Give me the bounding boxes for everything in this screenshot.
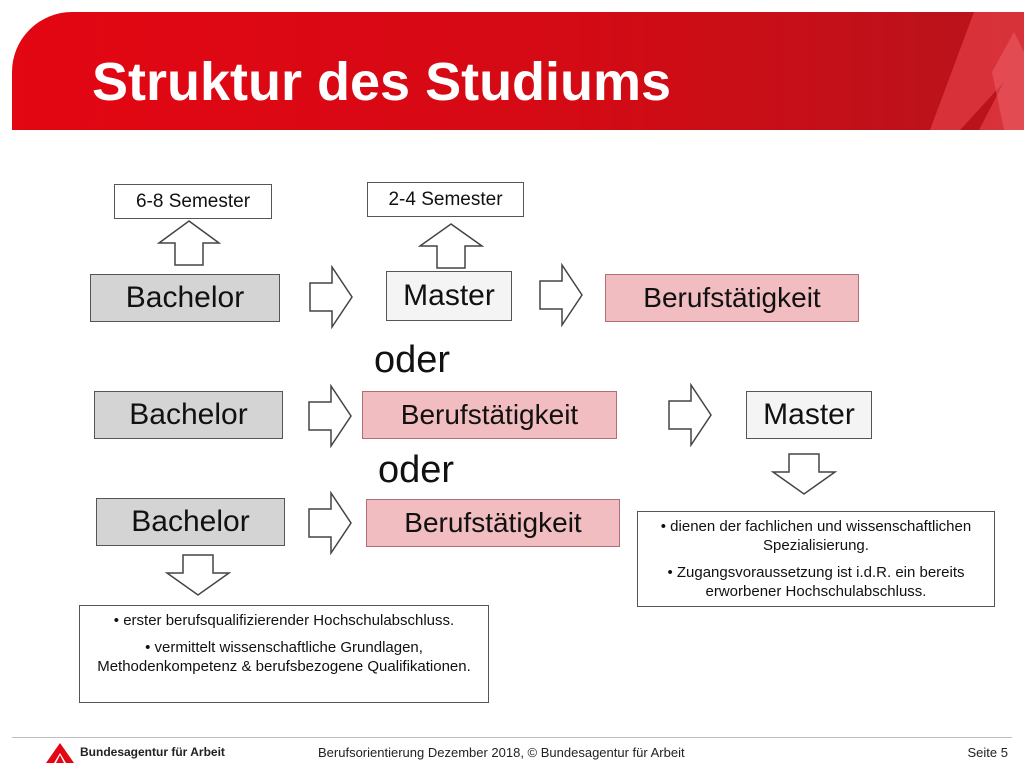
path1-master-box: Master bbox=[386, 271, 512, 321]
ba-logo-icon bbox=[46, 743, 74, 763]
bachelor-info-bullet: • vermittelt wissenschaftliche Grundlagen, Methodenkompetenz & berufsbezogene Qualifikationen. bbox=[97, 639, 471, 675]
page-title: Struktur des Studiums bbox=[92, 52, 672, 112]
up-arrow-icon bbox=[157, 219, 221, 267]
path3-bachelor-box: Bachelor bbox=[96, 498, 285, 546]
oder-separator: oder bbox=[378, 449, 455, 491]
bachelor-info-box bbox=[79, 605, 489, 703]
footer-divider bbox=[12, 737, 1012, 738]
right-arrow-icon bbox=[667, 383, 713, 447]
path2-master-box: Master bbox=[746, 391, 872, 439]
right-arrow-icon bbox=[307, 384, 353, 448]
path2-job-box: Berufstätigkeit bbox=[362, 391, 617, 439]
master-duration-label: 2-4 Semester bbox=[367, 182, 524, 217]
bachelor-duration-label: 6-8 Semester bbox=[114, 184, 272, 219]
footer-text: Berufsorientierung Dezember 2018, © Bundesagentur für Arbeit bbox=[318, 745, 685, 760]
page-number: Seite 5 bbox=[967, 745, 1008, 760]
path2-bachelor-box: Bachelor bbox=[94, 391, 283, 439]
down-arrow-icon bbox=[165, 553, 231, 597]
master-info-bullet: • dienen der fachlichen und wissenschaftlichen Spezialisierung. bbox=[660, 518, 972, 554]
path1-job-box: Berufstätigkeit bbox=[605, 274, 859, 322]
down-arrow-icon bbox=[771, 452, 837, 496]
master-info-bullet: • Zugangsvoraussetzung ist i.d.R. ein bereits erworbener Hochschulabschluss. bbox=[667, 564, 965, 600]
master-info-box bbox=[637, 511, 995, 607]
oder-separator: oder bbox=[374, 339, 451, 381]
path3-job-box: Berufstätigkeit bbox=[366, 499, 620, 547]
right-arrow-icon bbox=[538, 263, 584, 327]
right-arrow-icon bbox=[307, 491, 353, 555]
right-arrow-icon bbox=[308, 265, 354, 329]
path1-bachelor-box: Bachelor bbox=[90, 274, 280, 322]
slide-header bbox=[12, 12, 1024, 130]
ba-logo-icon bbox=[864, 12, 1024, 130]
bachelor-info-bullet: • erster berufsqualifizierender Hochschulabschluss. bbox=[113, 612, 455, 629]
footer-brand: Bundesagentur für Arbeit bbox=[80, 745, 225, 759]
up-arrow-icon bbox=[418, 222, 484, 270]
